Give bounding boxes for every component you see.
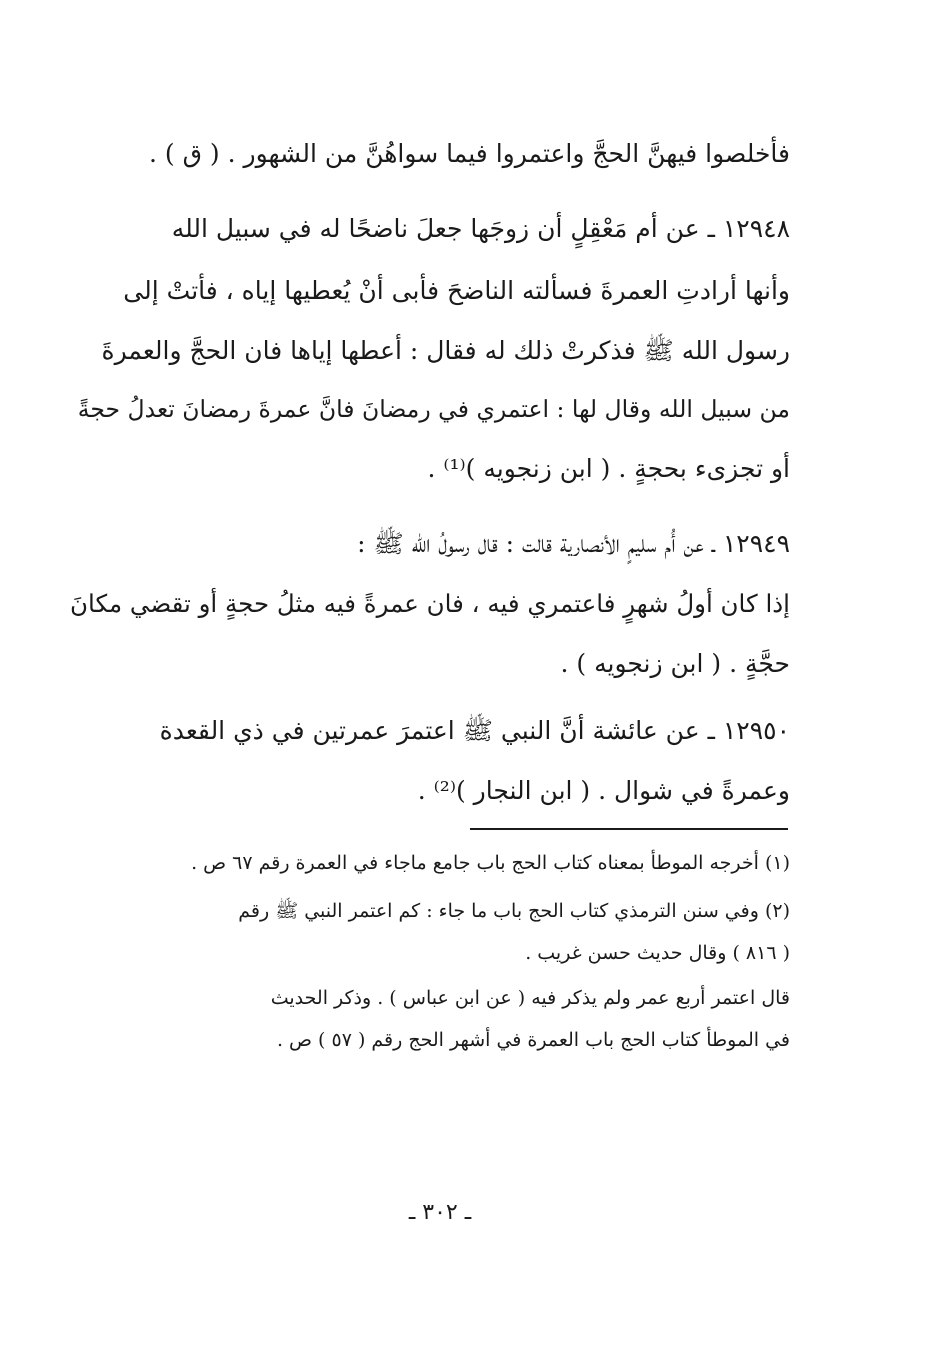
text-line: إذا كان أولُ شهرٍ فاعتمري فيه ، فان عمرةً فيه مثلُ حجةٍ أو تقضي مكانَ [70,589,790,618]
footnote-2: (٢) وفي سنن الترمذي كتاب الحج باب ما جاء : كم اعتمر النبي ﷺ رقم [238,900,790,922]
page-number: ـ ٣٠٢ ـ [408,1200,472,1225]
text-line: فأخلصوا فيهنَّ الحجَّ واعتمروا فيما سواهُنَّ من الشهور . ( ق ) . [148,139,790,168]
hadith-12950-line: ١٢٩٥٠ ـ عن عائشة أنَّ النبي ﷺ اعتمرَ عمرتين في ذي القعدة [159,716,790,745]
text-line: رسول الله ﷺ فذكرتْ ذلك له فقال : أعطها إياها فان الحجَّ والعمرةَ [101,336,790,365]
footnote-line: ( ٨١٦ ) وقال حديث حسن غريب . [525,942,790,964]
footnote-separator [470,828,788,830]
text-line: وأنها أرادتِ العمرةَ فسألته الناضحَ فأبى أنْ يُعطيها إياه ، فأتتْ إلى [123,276,790,305]
text-line: وعمرةً في شوال . ( ابن النجار )⁽²⁾ . [417,776,790,805]
text-line: من سبيل الله وقال لها : اعتمري في رمضانَ فانَّ عمرةَ رمضانَ تعدلُ حجةً [77,395,790,423]
text-line: حجَّةٍ . ( ابن زنجويه ) . [560,649,790,678]
hadith-12948-line: ١٢٩٤٨ ـ عن أم مَعْقِلٍ أن زوجَها جعلَ ناضحًا له في سبيل الله [171,214,790,243]
footnote-1: (١) أخرجه الموطأ بمعناه كتاب الحج باب جامع ماجاء في العمرة رقم ٦٧ ص . [191,852,790,874]
footnote-line: قال اعتمر أربع عمر ولم يذكر فيه ( عن ابن عباس ) . وذكر الحديث [270,987,790,1009]
hadith-12949-line: ١٢٩٤٩ ـ عن أُم سليمٍ الأنصارية قالت : قال رسولُ الله ﷺ : [357,529,790,558]
footnote-line: في الموطأ كتاب الحج باب العمرة في أشهر الحج رقم ( ٥٧ ) ص . [276,1029,790,1051]
text-line: أو تجزىء بحجةٍ . ( ابن زنجويه )⁽¹⁾ . [427,454,790,483]
